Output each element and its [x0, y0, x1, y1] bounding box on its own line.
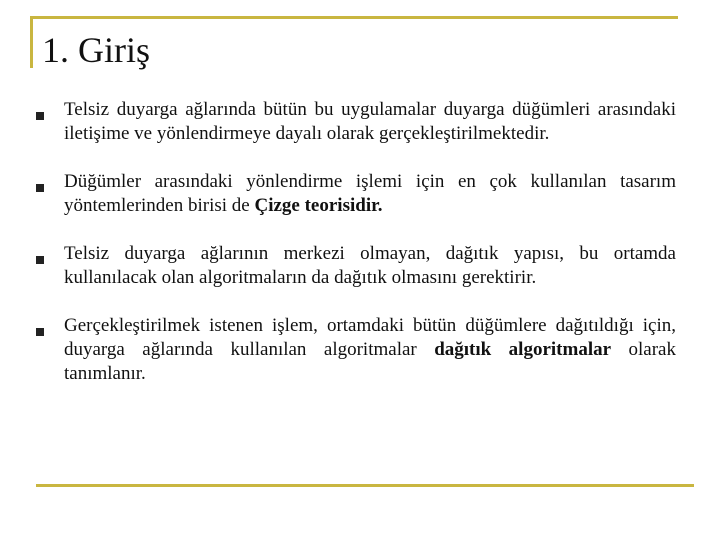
bullet-item	[36, 314, 676, 386]
square-bullet-icon	[36, 184, 44, 192]
bullet-segment: Telsiz duyarga ağlarında bütün bu uygulamalar duyarga düğümleri arasındaki iletişime ve yönlendirmeye dayalı olarak gerçekleştirilmektedir.	[64, 99, 676, 144]
bullet-segment: Gerçekleştirilmek istenen işlem, ortamdaki bütün düğümlere dağıtıldığı için, duyarga ağlarında kullanılan algoritmalar	[64, 315, 676, 360]
bullet-list	[36, 98, 676, 410]
slide-title: 1. Giriş	[42, 30, 150, 70]
frame-bottom-rule	[36, 484, 694, 487]
bullet-bold-segment: Çizge teorisidir.	[254, 195, 383, 216]
bullet-item	[36, 170, 676, 218]
bullet-text	[64, 170, 676, 218]
bullet-text	[64, 314, 676, 386]
bullet-item	[36, 242, 676, 290]
bullet-item	[36, 98, 676, 146]
bullet-text	[64, 98, 676, 146]
bullet-bold-segment: dağıtık algoritmalar	[434, 339, 612, 360]
bullet-segment: Düğümler arasındaki yönlendirme işlemi için en çok kullanılan tasarım yöntemlerinden birisi de	[64, 171, 676, 216]
frame-left-rule	[30, 16, 33, 68]
bullet-segment: Telsiz duyarga ağlarının merkezi olmayan, dağıtık yapısı, bu ortamda kullanılacak olan algoritmaların da dağıtık olmasını gerektirir.	[64, 243, 676, 288]
square-bullet-icon	[36, 256, 44, 264]
square-bullet-icon	[36, 328, 44, 336]
bullet-text	[64, 242, 676, 290]
bullet-segment: olarak tanımlanır.	[64, 339, 676, 384]
frame-top-rule	[30, 16, 678, 19]
square-bullet-icon	[36, 112, 44, 120]
